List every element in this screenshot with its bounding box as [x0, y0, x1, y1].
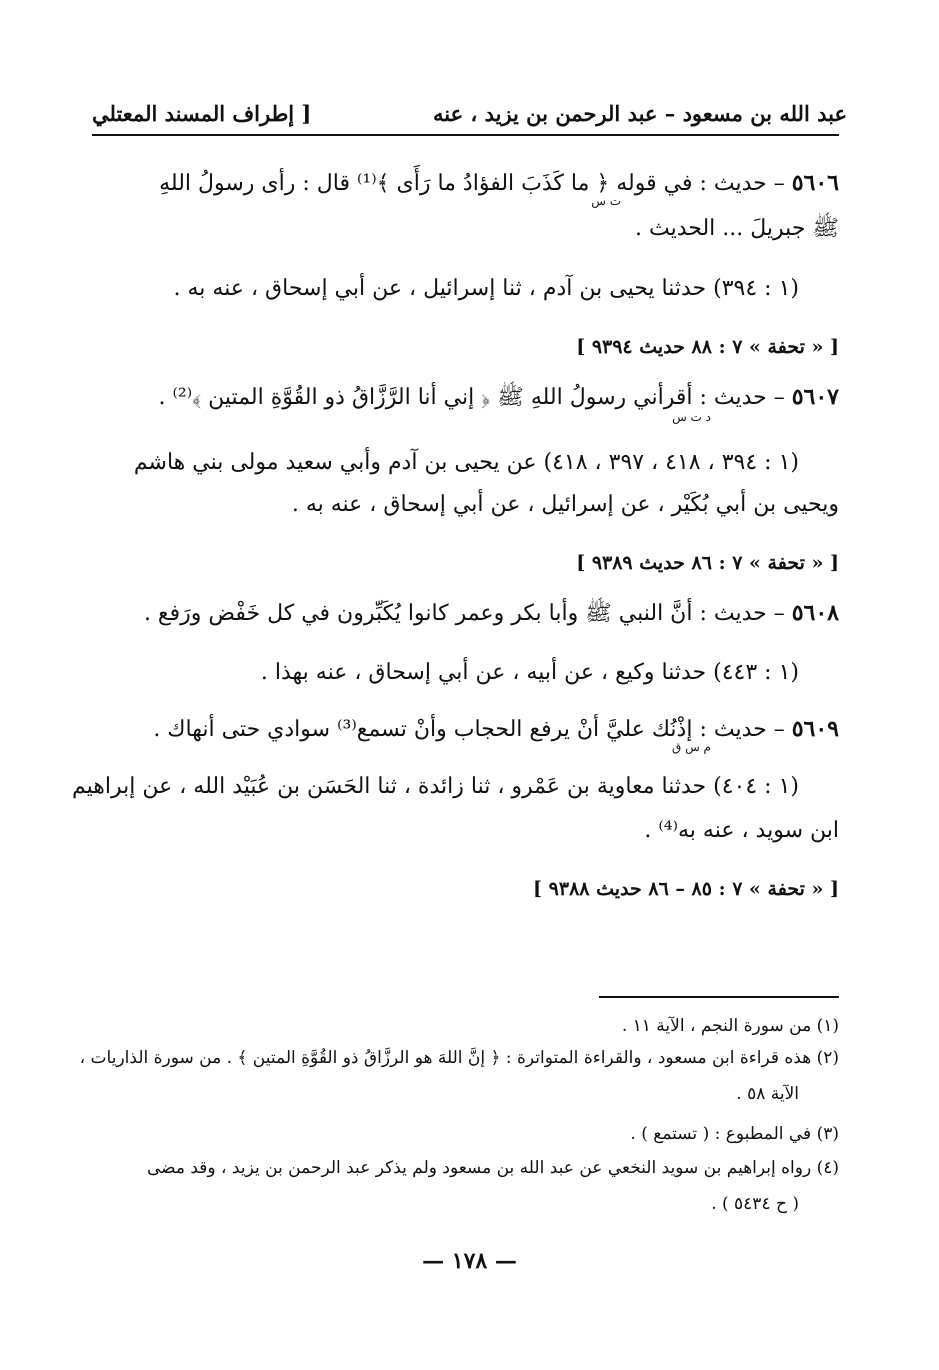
- sigla: د ت س: [672, 410, 711, 424]
- hadith-5608-chain: (١ : ٤٤٣) حدثنا وكيع ، عن أبيه ، عن أبي إسحاق ، عنه بهذا .: [260, 660, 799, 685]
- sigla: م س ق: [671, 740, 711, 754]
- header-rule: [92, 134, 839, 136]
- hadith-5606-line2: ﷺ جبريلَ ... الحديث .: [635, 216, 839, 241]
- header-book-title: [ إطراف المسند المعتلي: [92, 100, 312, 126]
- footnote-3: (٣) في المطبوع : ( تستمع ) .: [630, 1124, 839, 1144]
- hadith-number: ٥٦٠٦: [791, 170, 839, 196]
- hadith-text: – حديث : إذْنُك عليَّ أنْ يرفع الحجاب وأنْ تسمع⁽³⁾ سوادي حتى أنهاك .: [153, 717, 785, 742]
- sigla: ت س: [591, 194, 621, 208]
- running-header: [92, 96, 847, 130]
- hadith-text: – حديث : أقرأني رسولُ اللهِ ﷺ ﴿ إني أنا الرَّزَّاقُ ذو القُوَّةِ المتين ﴾⁽²⁾ .: [158, 385, 785, 410]
- tuhfa-reference: [ « تحفة » ٧ : ٨٥ – ٨٦ حديث ٩٣٨٨ ]: [533, 878, 839, 900]
- hadith-5608-line1: [92, 596, 839, 631]
- footnote-rule: [599, 996, 839, 998]
- footnote-1: (١) من سورة النجم ، الآية ١١ .: [621, 1016, 839, 1036]
- tuhfa-reference: [ « تحفة » ٧ : ٨٨ حديث ٩٣٩٤ ]: [576, 336, 839, 358]
- hadith-5607-chain1: (١ : ٣٩٤ ، ٤١٨ ، ٣٩٧ ، ٤١٨) عن يحيى بن آدم وأبي سعيد مولى بني هاشم: [133, 450, 799, 475]
- footnote-2: (٢) هذه قراءة ابن مسعود ، والقراءة المتواترة : ﴿ إنَّ اللهَ هو الرزَّاقُ ذو القُوَّةِ المتين ﴾ . من سورة الذاريات ،: [79, 1048, 839, 1068]
- footnote-2-continued: الآية ٥٨ .: [736, 1084, 799, 1104]
- hadith-5609-line1: [92, 712, 839, 747]
- hadith-5609-chain2: ابن سويد ، عنه به⁽⁴⁾ .: [644, 818, 839, 843]
- hadith-text: – حديث : في قوله ﴿ ما كَذَبَ الفؤادُ ما رَأَى ﴾⁽¹⁾ قال : رأى رسولُ اللهِ: [159, 171, 785, 196]
- footnote-4: (٤) رواه إبراهيم بن سويد النخعي عن عبد الله بن مسعود ولم يذكر عبد الرحمن بن يزيد ، وقد مضى: [146, 1158, 839, 1178]
- hadith-number: ٥٦٠٩: [791, 716, 839, 742]
- hadith-5607-line1: [92, 380, 839, 415]
- hadith-5609-chain1: (١ : ٤٠٤) حدثنا معاوية بن عَمْرو ، ثنا زائدة ، ثنا الحَسَن بن عُبَيْد الله ، عن إبراهيم: [71, 774, 799, 799]
- hadith-number: ٥٦٠٨: [791, 600, 839, 626]
- hadith-number: ٥٦٠٧: [791, 384, 839, 410]
- footnote-4-continued: ( ح ٥٤٣٤ ) .: [711, 1194, 799, 1214]
- hadith-5606-chain: (١ : ٣٩٤) حدثنا يحيى بن آدم ، ثنا إسرائيل ، عن أبي إسحاق ، عنه به .: [173, 276, 799, 301]
- header-author: عبد الله بن مسعود – عبد الرحمن بن يزيد ، عنه: [433, 100, 847, 126]
- hadith-text: – حديث : أنَّ النبي ﷺ وأبا بكر وعمر كانوا يُكَبِّرون في كل خَفْض ورَفع .: [143, 601, 785, 626]
- hadith-5607-chain2: ويحيى بن أبي بُكَيْر ، عن إسرائيل ، عن أبي إسحاق ، عنه به .: [291, 492, 839, 517]
- hadith-5606-line1: [92, 166, 839, 201]
- tuhfa-reference: [ « تحفة » ٧ : ٨٦ حديث ٩٣٨٩ ]: [576, 552, 839, 574]
- page-number: — ١٧٨ —: [422, 1248, 517, 1274]
